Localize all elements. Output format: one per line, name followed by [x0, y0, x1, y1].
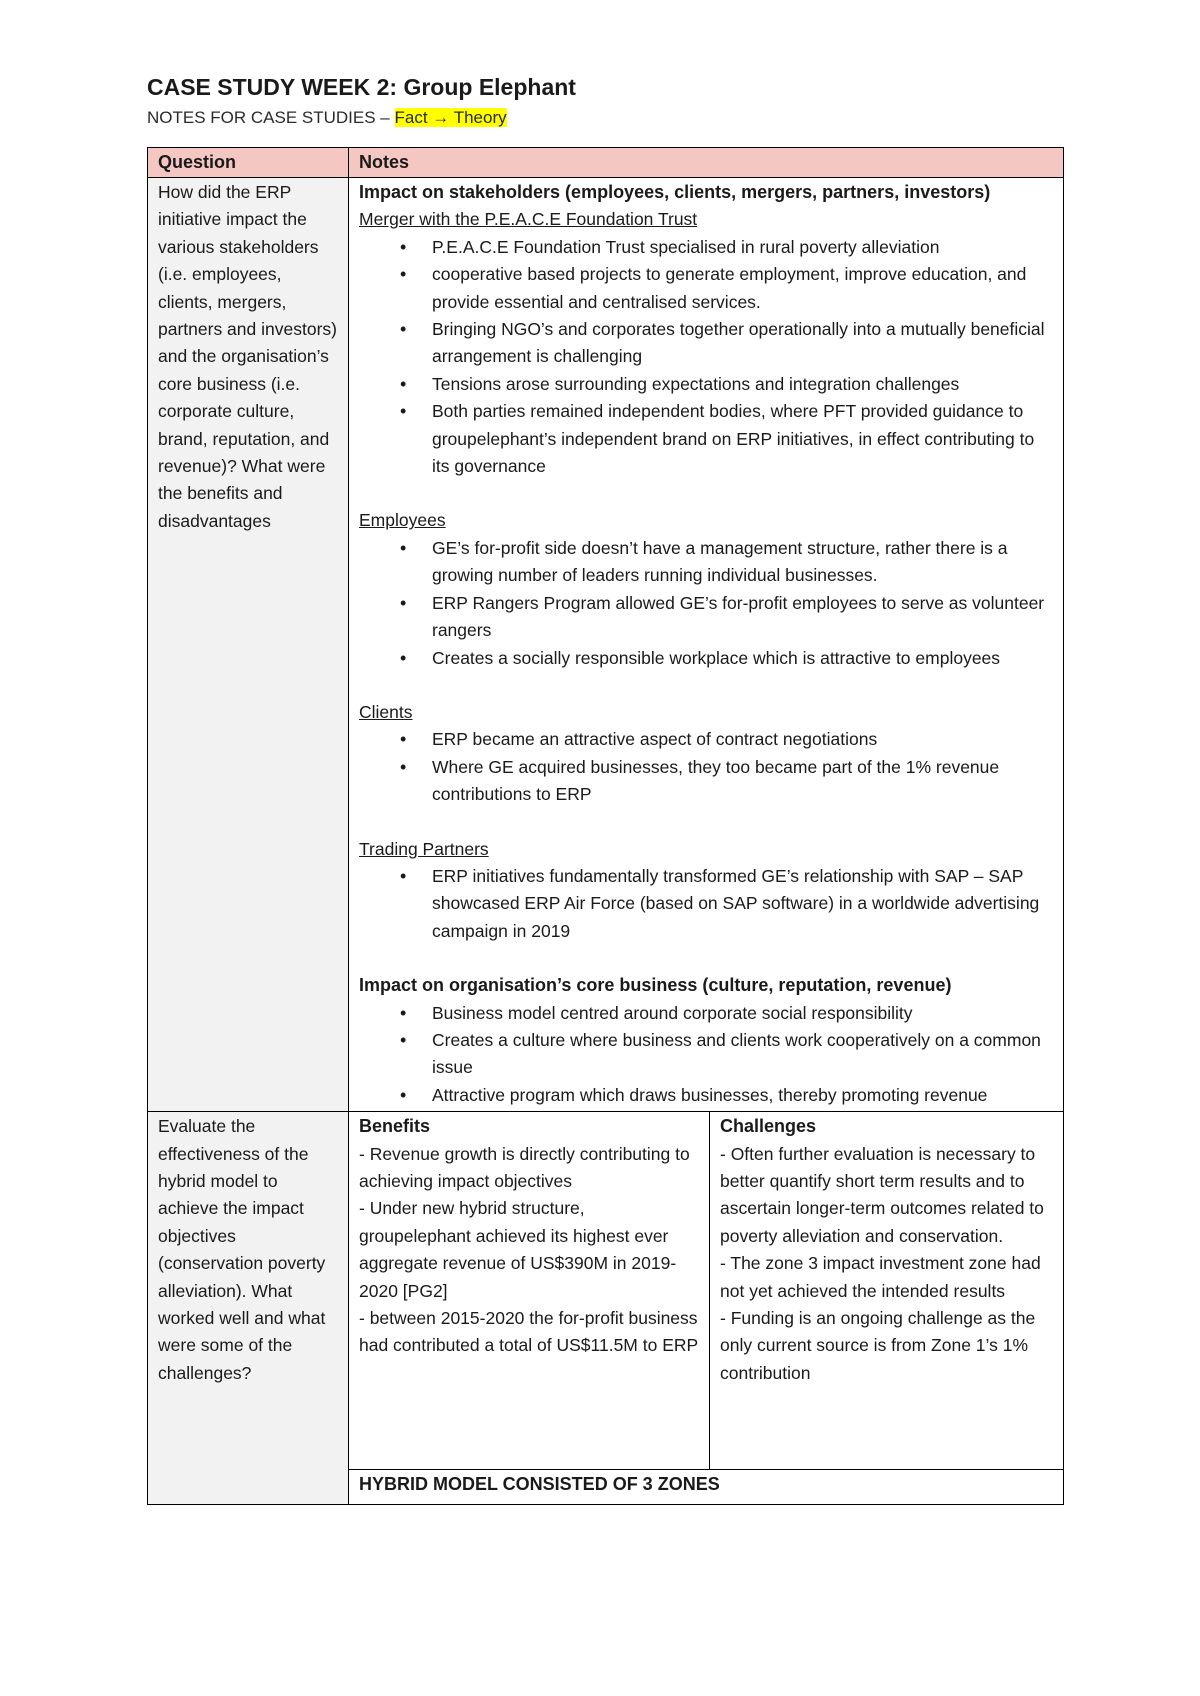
list-item: • cooperative based projects to generate employment, improve education, and provide essential and centralised services. [432, 261, 1053, 316]
clients-list [359, 726, 1053, 808]
table-row [148, 1112, 1064, 1470]
list-item: • ERP became an attractive aspect of contract negotiations [432, 726, 1053, 753]
table-header-row [148, 148, 1064, 178]
list-item: • Creates a socially responsible workplace which is attractive to employees [432, 645, 1053, 672]
list-item: • Business model centred around corporate social responsibility [432, 1000, 1053, 1027]
benefits-heading: Benefits [359, 1116, 431, 1137]
core-business-heading: Impact on organisation’s core business (culture, reputation, revenue) [359, 975, 952, 996]
notes-table [147, 147, 1064, 1505]
list-item: • P.E.A.C.E Foundation Trust specialised in rural poverty alleviation [432, 234, 1053, 261]
list-item: • Creates a culture where business and clients work cooperatively on a common issue [432, 1027, 1053, 1082]
list-item: • ERP Rangers Program allowed GE’s for-profit employees to serve as volunteer rangers [432, 590, 1053, 645]
merger-heading: Merger with the P.E.A.C.E Foundation Trust [359, 209, 698, 230]
question-cell: Evaluate the effectiveness of the hybrid model to achieve the impact objectives (conservation poverty alleviation). What worked well and what were some of the challenges? [148, 1112, 349, 1505]
list-item: • ERP initiatives fundamentally transformed GE’s relationship with SAP – SAP showcased ERP Air Force (based on SAP software) in a worldwide advertising campaign in 2019 [432, 863, 1053, 945]
list-item: • Tensions arose surrounding expectations and integration challenges [432, 371, 1053, 398]
subtitle-prefix: NOTES FOR CASE STUDIES – [147, 108, 395, 127]
benefits-cell [349, 1112, 710, 1470]
list-item: • Both parties remained independent bodies, where PFT provided guidance to groupelephant’s independent brand on ERP initiatives, in effect contributing to its governance [432, 398, 1053, 480]
stakeholders-heading: Impact on stakeholders (employees, clients, mergers, partners, investors) [359, 182, 991, 202]
challenges-cell [710, 1112, 1064, 1470]
benefit-line: - between 2015-2020 the for-profit business had contributed a total of US$11.5M to ERP [359, 1308, 699, 1356]
list-item: • Bringing NGO’s and corporates together operationally into a mutually beneficial arrangement is challenging [432, 316, 1053, 371]
benefit-line: - Under new hybrid structure, groupelephant achieved its highest ever aggregate revenue of US$390M in 2019-2020 [PG2] [359, 1198, 677, 1301]
subtitle-highlight: Fact → Theory [394, 108, 507, 127]
question-cell: How did the ERP initiative impact the various stakeholders (i.e. employees, clients, mergers, partners and investors) and the organisation’s core business (i.e. corporate culture, brand, reputation, and revenue)? What were the benefits and disadvantages [148, 178, 349, 1112]
clients-heading: Clients [359, 701, 413, 722]
zones-heading: HYBRID MODEL CONSISTED OF 3 ZONES [359, 1474, 720, 1495]
table-row [148, 178, 1064, 1112]
merger-list [359, 234, 1053, 481]
challenge-line: - The zone 3 impact investment zone had not yet achieved the intended results [720, 1253, 1041, 1301]
page-subtitle [147, 108, 507, 128]
header-question: Question [148, 148, 349, 178]
benefit-line: - Revenue growth is directly contributing to achieving impact objectives [359, 1143, 690, 1191]
partners-heading: Trading Partners [359, 838, 489, 859]
list-item: • Where GE acquired businesses, they too became part of the 1% revenue contributions to ERP [432, 754, 1053, 809]
notes-cell [349, 178, 1064, 1112]
header-notes: Notes [349, 148, 1064, 178]
employees-list [359, 535, 1053, 672]
employees-heading: Employees [359, 510, 446, 531]
challenge-line: - Funding is an ongoing challenge as the only current source is from Zone 1’s 1% contribution [720, 1308, 1036, 1383]
zones-cell [349, 1470, 1064, 1505]
partners-list [359, 863, 1053, 945]
challenge-line: - Often further evaluation is necessary to better quantify short term results and to ascertain longer-term outcomes related to poverty alleviation and conservation. [720, 1143, 1044, 1246]
challenges-heading: Challenges [720, 1116, 817, 1137]
list-item: • GE’s for-profit side doesn’t have a management structure, rather there is a growing number of leaders running individual businesses. [432, 535, 1053, 590]
core-business-list [359, 1000, 1053, 1110]
list-item: • Attractive program which draws businesses, thereby promoting revenue [432, 1082, 1053, 1109]
page-title: CASE STUDY WEEK 2: Group Elephant [147, 74, 576, 100]
